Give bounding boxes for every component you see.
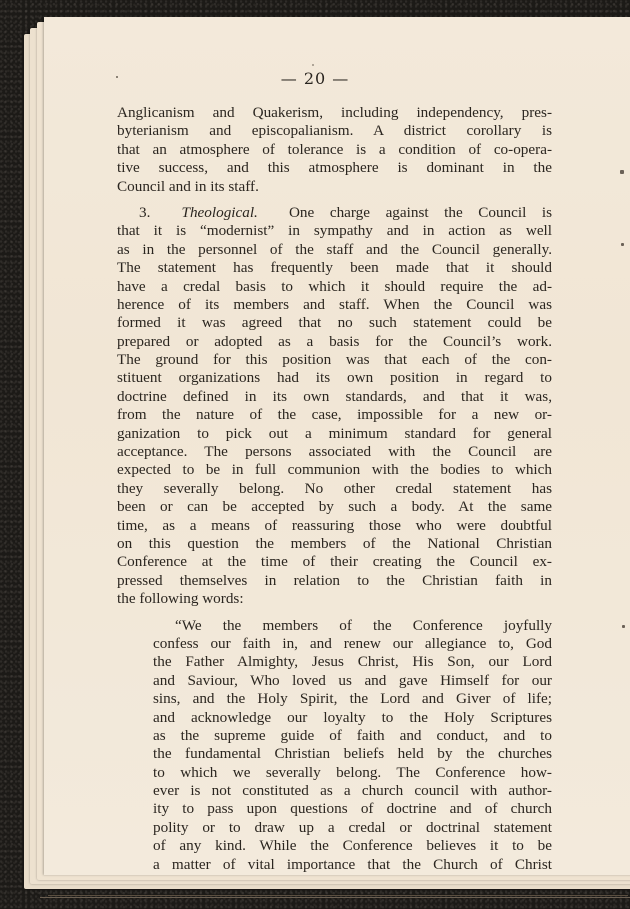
text-line: tive success, and this atmosphere is dominant in the bbox=[117, 159, 552, 177]
text-line: and acknowledge our loyalty to the Holy Scriptures bbox=[153, 708, 552, 726]
text-line: from the nature of the case, impossible for a new or- bbox=[117, 406, 552, 424]
text-line: been or can be accepted by such a body. At the same bbox=[117, 498, 552, 516]
text-line: that an atmosphere of tolerance is a condition of co-opera- bbox=[117, 140, 552, 158]
text-line: to which we severally belong. The Conference how- bbox=[153, 763, 552, 781]
text-line: Anglicanism and Quakerism, including independency, pres- bbox=[117, 104, 552, 121]
text-line: ganization to pick out a minimum standard for general bbox=[117, 424, 552, 442]
text-line: time, as a means of reassuring those who were doubtful bbox=[117, 516, 552, 534]
text-line: Council and in its staff. bbox=[117, 177, 259, 195]
paper-speck bbox=[621, 243, 624, 246]
text-line: of any kind. While the Conference believes it to be bbox=[153, 837, 552, 855]
text-line bbox=[117, 204, 552, 222]
text-line: confess our faith in, and renew our allegiance to, God bbox=[153, 634, 552, 652]
text-line: pressed themselves in relation to the Christian faith in bbox=[117, 571, 552, 589]
text-line: herence of its members and staff. When the Council was bbox=[117, 295, 552, 313]
block-quotation bbox=[153, 617, 552, 874]
text-line: expected to be in full communion with the bodies to which bbox=[117, 461, 552, 479]
section-number: 3. bbox=[139, 203, 151, 221]
text-line: Conference at the time of their creating the Council ex- bbox=[117, 553, 552, 571]
body-text bbox=[117, 104, 552, 874]
text-line: acceptance. The persons associated with the Council are bbox=[117, 443, 552, 461]
text-line: The ground for this position was that each of the con- bbox=[117, 351, 552, 369]
text-line: the Father Almighty, Jesus Christ, His Son, our Lord bbox=[153, 653, 552, 671]
paragraph-intro bbox=[117, 104, 552, 196]
text-line: that it is “modernist” in sympathy and in action as well bbox=[117, 222, 552, 240]
text-line: formed it was agreed that no such statement could be bbox=[117, 314, 552, 332]
text-line-rest: One charge against the Council is bbox=[288, 203, 553, 221]
paragraph-theological bbox=[117, 204, 552, 609]
text-line: “We the members of the Conference joyfully bbox=[175, 616, 552, 634]
text-line: as in the personnel of the staff and the Council generally. bbox=[117, 240, 552, 258]
text-line: the following words: bbox=[117, 590, 244, 608]
paper-speck bbox=[620, 170, 624, 174]
paper-speck bbox=[622, 625, 625, 628]
text-line: on this question the members of the National Christian bbox=[117, 534, 552, 552]
text-line: ity to pass upon questions of doctrine and of church bbox=[153, 800, 552, 818]
section-heading: Theological. bbox=[181, 203, 258, 221]
text-line: doctrine defined in its own standards, and that it was, bbox=[117, 387, 552, 405]
page-bottom-edge bbox=[48, 895, 628, 896]
page-bottom-edge-lower bbox=[40, 897, 630, 898]
text-line: The statement has frequently been made that it should bbox=[117, 259, 552, 277]
paper-speck bbox=[312, 64, 314, 66]
text-line: a matter of vital importance that the Church of Christ bbox=[153, 855, 552, 873]
text-line: as the supreme guide of faith and conduct, and to bbox=[153, 726, 552, 744]
text-line: byterianism and episcopalianism. A district corollary is bbox=[117, 122, 552, 140]
text-line: polity or to draw up a credal or doctrinal statement bbox=[153, 818, 552, 836]
text-line: ever is not constituted as a church council with author- bbox=[153, 782, 552, 800]
text-line: and Saviour, Who loved us and gave Himself for our bbox=[153, 671, 552, 689]
text-line: the fundamental Christian beliefs held by the churches bbox=[153, 745, 552, 763]
text-line: sins, and the Holy Spirit, the Lord and Giver of life; bbox=[153, 690, 552, 708]
text-line: stituent organizations had its own position in regard to bbox=[117, 369, 552, 387]
page-number: — 20 — bbox=[280, 69, 350, 88]
text-line: have a credal basis to which it should require the ad- bbox=[117, 277, 552, 295]
text-line: prepared or adopted as a basis for the Council’s work. bbox=[117, 332, 552, 350]
text-line: they severally belong. No other credal statement has bbox=[117, 479, 552, 497]
